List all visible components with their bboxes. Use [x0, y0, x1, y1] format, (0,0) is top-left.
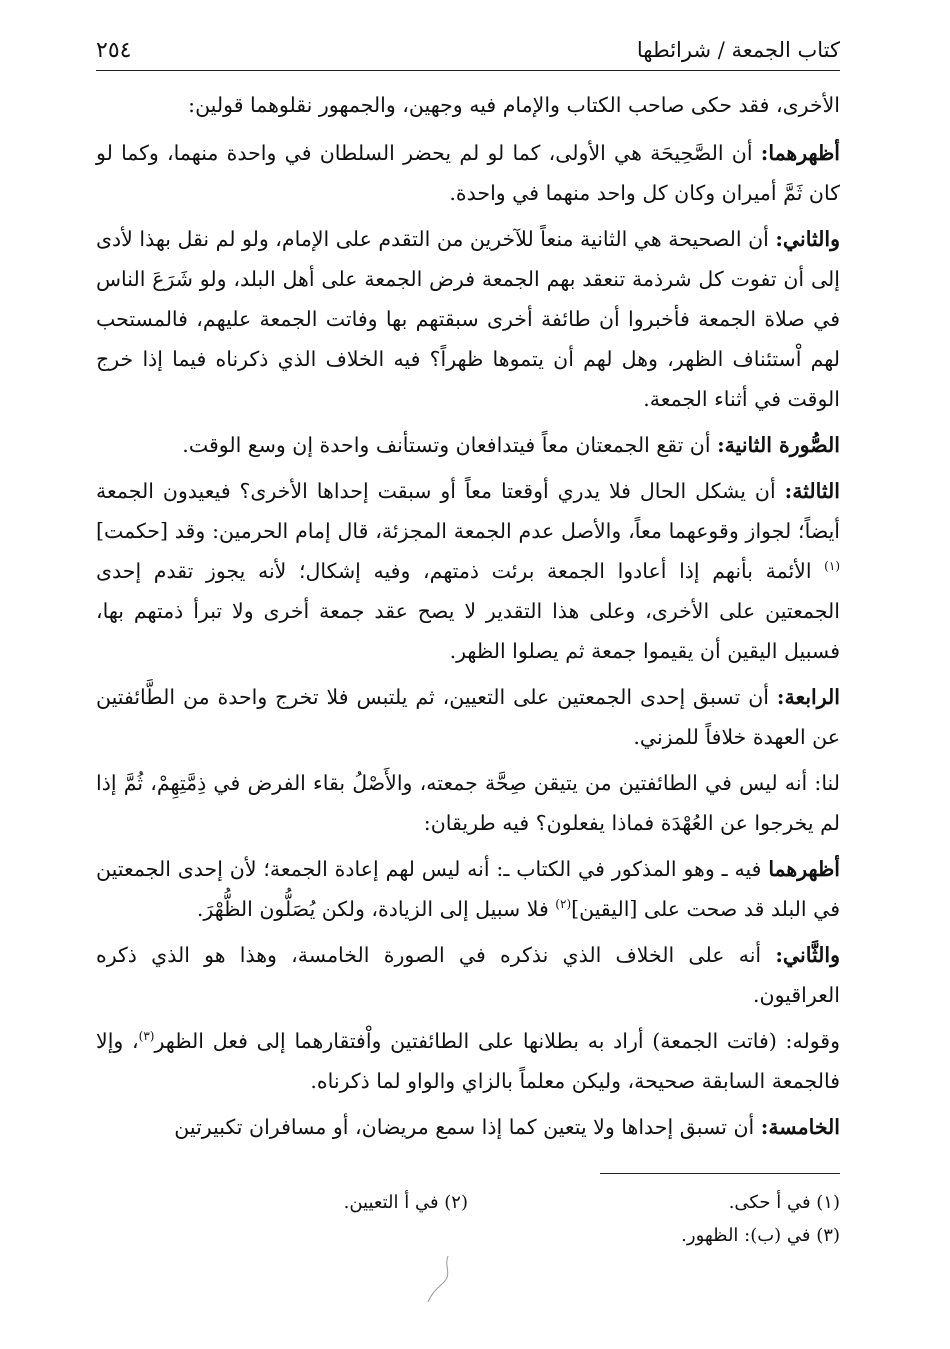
- footnote-marker: (٣): [138, 1029, 155, 1044]
- paragraph: [96, 763, 840, 843]
- paragraph-lead: الثالثة:: [784, 479, 840, 503]
- paragraph: [96, 85, 840, 125]
- paragraph-text-cont: فلا سبيل إلى الزيادة، ولكن يُصَلُّون الظُّهْرَ.: [196, 897, 556, 921]
- paragraph-text: الأخرى، فقد حكى صاحب الكتاب والإمام فيه وجهين، والجمهور نقلوهما قولين:: [188, 93, 840, 117]
- pen-mark-icon: [418, 1252, 458, 1307]
- paragraph-text: أن تقع الجمعتان معاً فيتدافعان وتستأنف واحدة إن وسع الوقت.: [182, 433, 718, 457]
- paragraph-text: أن تسبق إحداها ولا يتعين كما إذا سمع مريضان، أو مسافران تكبيرتين: [174, 1115, 761, 1139]
- page-header: [96, 30, 840, 71]
- paragraph-lead: أظهرهما: [768, 857, 840, 881]
- paragraph: [96, 219, 840, 419]
- running-title: كتاب الجمعة / شرائطها: [636, 38, 840, 62]
- paragraph: [96, 677, 840, 757]
- footnote-2: (٢) في أ التعيين.: [343, 1192, 468, 1213]
- paragraph-text: وقوله: (فاتت الجمعة) أراد به بطلانها على الطائفتين واْفتقارهما إلى فعل الظهر: [154, 1029, 840, 1053]
- paragraph-text: أن الصحيحة هي الثانية منعاً للآخرين من التقدم على الإمام، ولو لم نقل بهذا لأدى إلى أن تفوت كل شرذمة تنعقد بهم الجمعة فرض الجمعة على أهل البلد، ولو شَرَعَ الناس في صلاة الجمعة فأخبروا أن طائفة أخرى سبقتهم بها وفاتت الجمعة عليهم، فالمستحب لهم اْستئناف الظهر، وهل لهم أن يتموها ظهراً؟ فيه الخلاف الذي ذكرناه فيما إذا خرج الوقت في أثناء الجمعة.: [96, 227, 840, 411]
- paragraph-lead: والثاني:: [775, 227, 840, 251]
- footnote-marker: (١): [824, 559, 840, 574]
- footnote-row: [96, 1219, 840, 1252]
- paragraph-lead: والثَّاني:: [775, 943, 840, 967]
- paragraph-lead: الصُّورة الثانية:: [717, 433, 840, 457]
- paragraph: [96, 133, 840, 213]
- paragraph: [96, 471, 840, 671]
- footnote-3: (٣) في (ب): الظهور.: [681, 1225, 840, 1246]
- paragraph-text-cont: ، وإلا فالجمعة السابقة صحيحة، وليكن معلماً بالزاي والواو لما ذكرناه.: [96, 1029, 840, 1093]
- paragraph-text: أن الصَّحِيحَة هي الأولى، كما لو لم يحضر السلطان في واحدة منهما، وكما لو كان ثَمَّ أميران وكان كل واحد منهما في واحدة.: [96, 141, 840, 205]
- book-page: [96, 30, 840, 1252]
- footnote-row: [96, 1186, 840, 1219]
- footnote-marker: (٢): [555, 897, 572, 912]
- footnote-divider: [600, 1173, 840, 1174]
- paragraph: [96, 1021, 840, 1101]
- paragraph-text-cont: الأئمة بأنهم إذا أعادوا الجمعة برئت ذمتهم، وفيه إشكال؛ لأنه يجوز تقدم إحدى الجمعتين على الأخرى، وعلى هذا التقدير لا يصح عقد جمعة أخرى ولا تبرأ ذمتهم بها، فسبيل اليقين أن يقيموا جمعة ثم يصلوا الظهر.: [96, 559, 840, 663]
- paragraph-text: فيه ـ وهو المذكور في الكتاب ـ: أنه ليس لهم إعادة الجمعة؛ لأن إحدى الجمعتين في البلد قد صحت على [اليقين]: [96, 857, 840, 921]
- page-number: ٢٥٤: [96, 37, 132, 63]
- paragraph-text: أن تسبق إحدى الجمعتين على التعيين، ثم يلتبس فلا تخرج واحدة من الطَّائفتين عن العهدة خلافاً للمزني.: [96, 685, 840, 749]
- footnotes: [96, 1186, 840, 1252]
- paragraph-text: أن يشكل الحال فلا يدري أوقعتا معاً أو سبقت إحداها الأخرى؟ فيعيدون الجمعة أيضاً؛ لجواز وقوعهما معاً، والأصل عدم الجمعة المجزئة، قال إمام الحرمين: وقد [حكمت]: [96, 479, 840, 543]
- paragraph: [96, 1107, 840, 1147]
- footnote-1: (١) في أ حكى.: [728, 1192, 840, 1213]
- paragraph-lead: أظهرهما:: [760, 141, 840, 165]
- main-text: [96, 85, 840, 1147]
- paragraph: [96, 849, 840, 929]
- paragraph-lead: الخامسة:: [760, 1115, 840, 1139]
- paragraph: [96, 425, 840, 465]
- paragraph: [96, 935, 840, 1015]
- paragraph-text: أنه على الخلاف الذي نذكره في الصورة الخامسة، وهذا هو الذي ذكره العراقيون.: [96, 943, 840, 1007]
- paragraph-lead: الرابعة:: [776, 685, 840, 709]
- paragraph-text: لنا: أنه ليس في الطائفتين من يتيقن صِحَّة جمعته، والأَصْلُ بقاء الفرض في ذِمَّتِهِمْ، ثُمَّ إذا لم يخرجوا عن العُهْدَة فماذا يفعلون؟ فيه طريقان:: [96, 771, 840, 835]
